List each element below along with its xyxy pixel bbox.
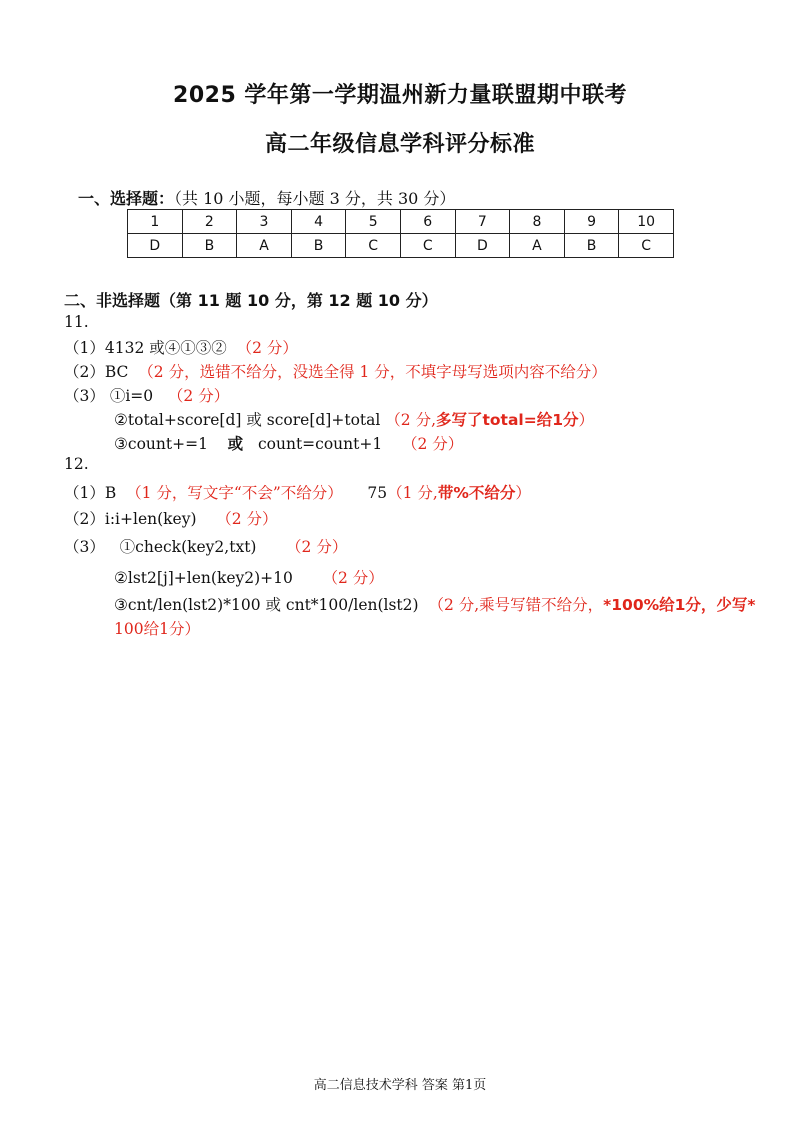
section2-heading: 二、非选择题（第 11 题 10 分，第 12 题 10 分） — [64, 291, 438, 310]
q11-part3c-answer1: ③count+=1 — [114, 435, 208, 453]
q12-part3a — [64, 535, 347, 557]
q12-part1-answer2: 75 — [367, 484, 388, 502]
q12-part1-answer: （1）B — [64, 484, 117, 502]
q12-part1 — [64, 481, 531, 503]
table-cell: A — [510, 234, 565, 258]
table-cell: A — [237, 234, 292, 258]
table-cell: C — [346, 234, 401, 258]
q11-part3b-score-end: ） — [578, 411, 595, 429]
q12-part3c-score: （2 分,乘号写错不给分， — [428, 596, 604, 614]
q12-part3c-score-line2: 100给1分） — [114, 620, 200, 638]
table-cell: 6 — [400, 210, 455, 234]
table-cell: 4 — [291, 210, 346, 234]
section1-heading: 一、选择题： — [78, 189, 175, 208]
q12-part3b — [114, 566, 384, 588]
table-cell: C — [619, 234, 674, 258]
q11-part1-answer: 4132 或④①③② — [104, 339, 227, 357]
q12-part1-score2-emphasis: 带%不给分 — [437, 484, 516, 502]
q11-part2-label: （2） — [64, 363, 105, 381]
q11-part3c-answer2: count=count+1 — [257, 435, 383, 453]
q12-part2-score: （2 分） — [216, 510, 278, 528]
table-row-numbers — [128, 210, 674, 234]
q11-part2 — [64, 360, 607, 382]
q11-part3c-or: 或 — [227, 435, 244, 453]
table-cell: 10 — [619, 210, 674, 234]
q11-part2-answer: BC — [104, 363, 129, 381]
table-cell: C — [400, 234, 455, 258]
q11-part3b-score: （2 分, — [385, 411, 436, 429]
page-title: 2025 学年第一学期温州新力量联盟期中联考 — [173, 83, 627, 108]
q11-part3a-answer: ①i=0 — [109, 387, 154, 405]
table-cell: 9 — [564, 210, 619, 234]
q11-part1 — [64, 336, 298, 358]
q12-part3a-answer: ①check(key2,txt) — [119, 538, 257, 556]
table-row-answers — [128, 234, 674, 258]
q12-part1-score2: （1 分, — [387, 484, 438, 502]
q12-part3-label: （3） — [64, 538, 105, 556]
page-footer: 高二信息技术学科 答案 第1页 — [313, 1078, 487, 1093]
table-cell: D — [128, 234, 183, 258]
q12-part3c-cont — [114, 617, 200, 639]
table-cell: B — [291, 234, 346, 258]
q11-part3-label: （3） — [64, 387, 105, 405]
table-cell: 7 — [455, 210, 510, 234]
q11-part1-score: （2 分） — [236, 339, 298, 357]
q11-part3a-score: （2 分） — [167, 387, 230, 405]
q12-part2-answer: i:i+len(key) — [104, 510, 197, 528]
q11-part3b-score-emphasis: 多写了total=给1分 — [436, 411, 579, 429]
q12-part3c-answer: ③cnt/len(lst2)*100 或 cnt*100/len(lst2) — [114, 596, 419, 614]
q12-part1-score2-end: ） — [515, 484, 531, 502]
q12-part3a-score: （2 分） — [286, 538, 348, 556]
q11-part3c — [114, 432, 463, 454]
q12-number: 12. — [64, 455, 89, 473]
section1-note: （共 10 小题，每小题 3 分，共 30 分） — [174, 189, 456, 208]
q11-part1-label: （1） — [64, 339, 105, 357]
section1-heading-row — [78, 186, 455, 209]
table-cell: 2 — [182, 210, 237, 234]
choice-answer-table — [127, 209, 674, 258]
table-cell: 8 — [510, 210, 565, 234]
q12-part1-score: （1 分，写文字“不会”不给分） — [126, 484, 343, 502]
table-cell: 1 — [128, 210, 183, 234]
q11-part3b — [114, 408, 594, 430]
q12-part3b-score: （2 分） — [322, 569, 384, 587]
q11-part2-score: （2 分，选错不给分，没选全得 1 分，不填字母写选项内容不给分） — [138, 363, 607, 381]
q11-part3c-score: （2 分） — [401, 435, 464, 453]
q12-part3c — [114, 593, 756, 615]
q12-part2-label: （2） — [64, 510, 105, 528]
q11-number: 11. — [64, 313, 89, 331]
section2-heading-row — [64, 288, 438, 311]
q11-part3b-answer: ②total+score[d] 或 score[d]+total — [114, 411, 381, 429]
q12-part3b-answer: ②lst2[j]+len(key2)+10 — [114, 569, 293, 587]
table-cell: B — [182, 234, 237, 258]
table-cell: 3 — [237, 210, 292, 234]
table-cell: 5 — [346, 210, 401, 234]
q11-part3a — [64, 384, 229, 406]
table-cell: D — [455, 234, 510, 258]
q12-part3c-score-emphasis: *100%给1分，少写* — [603, 596, 756, 614]
q12-part2 — [64, 507, 278, 529]
table-cell: B — [564, 234, 619, 258]
page-subtitle: 高二年级信息学科评分标准 — [264, 132, 535, 157]
